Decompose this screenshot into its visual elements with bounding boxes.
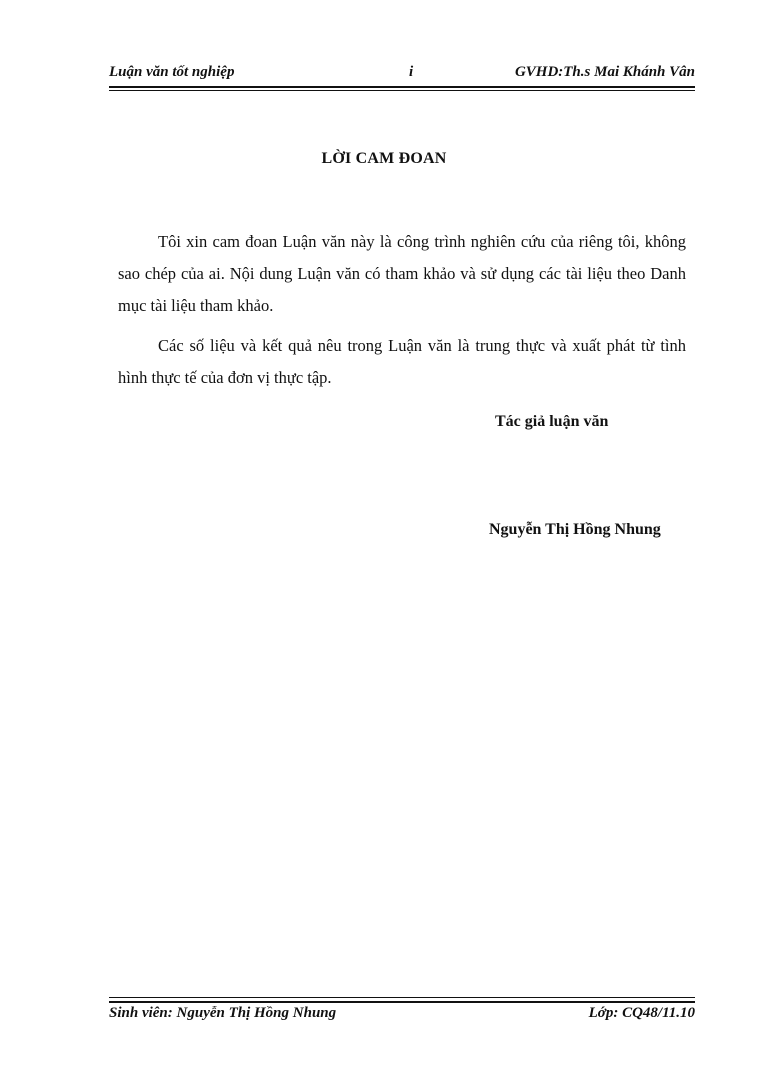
page-title: LỜI CAM ĐOAN <box>321 150 447 167</box>
header-rule-thin <box>109 90 695 91</box>
footer-student: Sinh viên: Nguyễn Thị Hồng Nhung <box>109 1005 337 1021</box>
footer-rule-thin <box>109 997 695 998</box>
signature-name: Nguyễn Thị Hồng Nhung <box>489 521 661 538</box>
signature-role: Tác giả luận văn <box>495 413 609 430</box>
footer-class: Lớp: CQ48/11.10 <box>588 1005 695 1021</box>
declaration-paragraph-2: Các số liệu và kết quả nêu trong Luận văn là trung thực và xuất phát từ tình hình thực tế của đơn vị thực tập. <box>118 336 686 387</box>
page-header <box>109 62 695 84</box>
header-advisor: GVHD:Th.s Mai Khánh Vân <box>514 64 695 80</box>
header-rule-thick <box>109 86 695 88</box>
header-thesis-label: Luận văn tốt nghiệp <box>109 64 235 80</box>
header-page-number: i <box>409 64 414 80</box>
footer-rule-thick <box>109 1001 695 1003</box>
declaration-paragraph-1: Tôi xin cam đoan Luận văn này là công trình nghiên cứu của riêng tôi, không sao chép của ai. Nội dung Luận văn có tham khảo và sử dụng các tài liệu theo Danh mục tài liệu tham khảo. <box>118 232 686 315</box>
page-footer <box>109 1005 695 1027</box>
